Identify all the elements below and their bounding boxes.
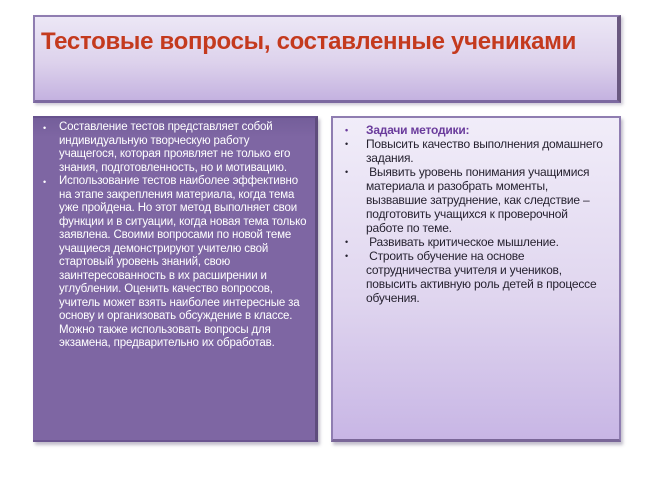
bullet-icon: • (43, 177, 47, 187)
bullet-text: Выявить уровень понимания учащимися материала и разобрать моменты, вызвавшие затруднение, как следствие – подготовить учащихся к проверочной работе по теме. (366, 165, 593, 235)
bullet-text: Задачи методики: (366, 123, 470, 137)
list-item (345, 165, 603, 235)
slide-title: Тестовые вопросы, составленные учениками (41, 28, 577, 55)
bullet-icon: • (345, 237, 349, 247)
bullet-text: Использование тестов наиболее эффективно на этапе закрепления материала, когда тема уже пройдена. Но этот метод выполняет свои функции и в ситуации, когда новая тема только заявлена. Своими вопросами по новой теме учащиеся демонстрируют учителю свой стартовый уровень знаний, свою заинтересованность в их расширении и углублении. Оценить качество вопросов, учитель может взять наиболее интересные за основу и организовать обсуждение в классе. Можно также использовать вопросы для экзамена, предварительно их обработав. (59, 175, 310, 349)
bullet-icon: • (43, 123, 47, 133)
right-bullet-list (333, 118, 619, 305)
bullet-icon: • (345, 125, 349, 135)
list-item (345, 123, 603, 137)
list-item (345, 249, 603, 305)
left-bullet-list (33, 118, 315, 351)
bullet-icon: • (345, 167, 349, 177)
list-item (345, 137, 606, 165)
left-text-panel (33, 116, 318, 442)
list-item (345, 235, 603, 249)
bullet-text: Развивать критическое мышление. (366, 235, 559, 249)
bullet-text: Строить обучение на основе сотрудничества учителя и учеников, повысить активную роль детей в процессе обучения. (366, 249, 600, 305)
list-item (43, 175, 309, 351)
bullet-text: Составление тестов представляет собой индивидуальную творческую работу учащегося, которая проявляет не только его знания, подготовленность, но и мотивацию. (59, 121, 294, 174)
bullet-icon: • (345, 139, 349, 149)
right-text-panel (331, 116, 621, 442)
bullet-icon: • (345, 251, 349, 261)
bullet-text: Повысить качество выполнения домашнего задания. (366, 137, 606, 165)
list-item (43, 121, 309, 175)
slide-title-box (33, 15, 621, 103)
